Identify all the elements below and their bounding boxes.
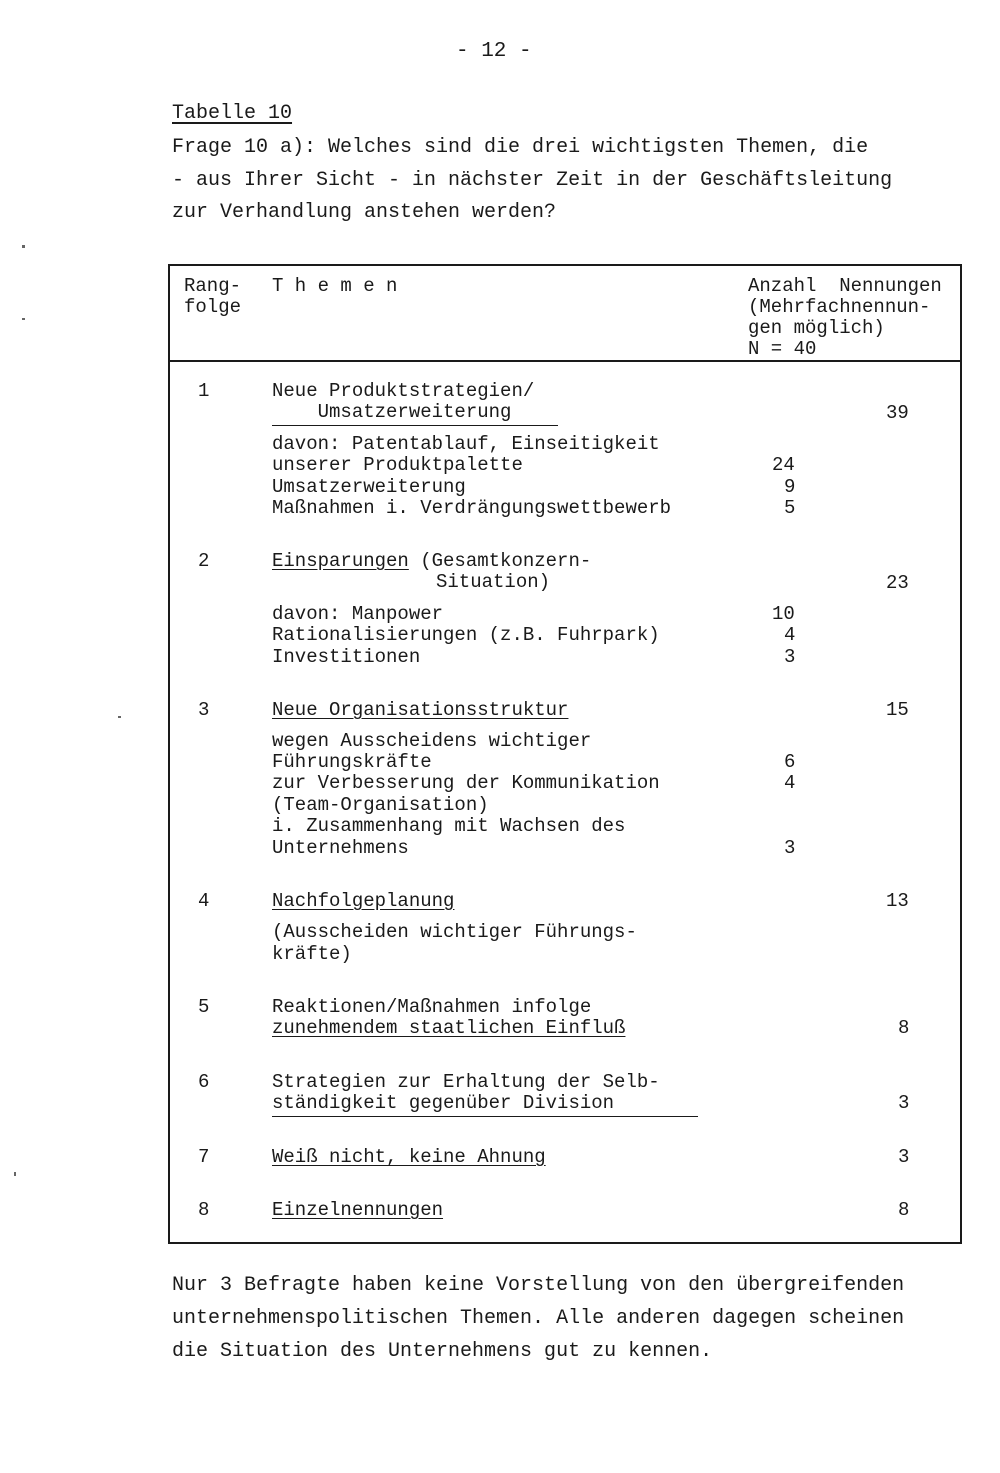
rank-cell: 3 [198,699,210,721]
scan-mark [22,318,25,320]
header-topics: T h e m e n [272,275,398,297]
header-divider [170,360,960,362]
footnote-line: Nur 3 Befragte haben keine Vorstellung von den übergreifenden [172,1274,905,1297]
detail-count: 10 [772,603,795,625]
total-count: 3 [898,1092,910,1114]
topic-title-underlined: Einsparungen [272,550,409,572]
rank-cell: 2 [198,550,210,572]
question-line: zur Verhandlung anstehen werden? [172,201,557,224]
scan-mark [14,1172,16,1176]
detail-line: (Ausscheiden wichtiger Führungs- [272,921,637,943]
question-line: Frage 10 a): Welches sind die drei wichtigsten Themen, die [172,136,869,159]
total-count: 8 [898,1017,910,1039]
footnote-line: unternehmenspolitischen Themen. Alle anderen dagegen scheinen [172,1307,905,1330]
detail-count: 9 [784,476,796,498]
detail-line: (Team-Organisation) [272,794,489,816]
detail-line: Investitionen [272,646,421,668]
topic-title [272,551,591,572]
detail-line: Umsatzerweiterung [272,476,466,498]
total-count: 13 [886,890,909,912]
header-count: (Mehrfachnennun- [748,296,931,318]
detail-count: 3 [784,837,796,859]
detail-count: 5 [784,497,796,519]
topic-title: Umsatzerweiterung [272,401,512,423]
topic-title: Einzelnennungen [272,1199,444,1221]
rank-cell: 6 [198,1071,210,1093]
detail-line: kräfte) [272,943,352,965]
header-count: N = 40 [748,338,817,360]
detail-line: davon: Manpower [272,603,444,625]
scan-mark [118,716,121,718]
detail-line: Unternehmens [272,837,409,859]
total-count: 15 [886,699,909,721]
detail-count: 24 [772,454,795,476]
detail-line: wegen Ausscheidens wichtiger [272,730,592,752]
page-number: - 12 - [456,40,532,63]
total-count: 3 [898,1146,910,1168]
total-count: 23 [886,572,909,594]
header-rank: folge [184,296,242,318]
topic-title: Situation) [436,571,551,593]
rank-cell: 5 [198,996,210,1018]
detail-count: 6 [784,751,796,773]
topic-title: Neue Organisationsstruktur [272,699,569,721]
topic-title: Reaktionen/Maßnahmen infolge [272,996,592,1018]
header-count: Anzahl Nennungen [748,275,942,297]
detail-line: Rationalisierungen (z.B. Fuhrpark) [272,624,660,646]
rank-cell: 8 [198,1199,210,1221]
rank-cell: 1 [198,380,210,402]
table-title: Tabelle 10 [172,102,293,125]
header-rank: Rang- [184,275,242,297]
topic-title: Nachfolgeplanung [272,890,455,912]
detail-count: 4 [784,624,796,646]
detail-line: i. Zusammenhang mit Wachsen des [272,815,626,837]
topic-title: zunehmendem staatlichen Einfluß [272,1017,626,1039]
footnote-line: die Situation des Unternehmens gut zu kennen. [172,1340,713,1363]
scan-mark [22,245,25,248]
title-underline [272,1116,698,1117]
header-count: gen möglich) [748,317,885,339]
total-count: 8 [898,1199,910,1221]
detail-line: Führungskräfte [272,751,432,773]
topic-title: Neue Produktstrategien/ [272,380,535,402]
detail-line: zur Verbesserung der Kommunikation [272,772,660,794]
topic-title: Strategien zur Erhaltung der Selb- [272,1071,660,1093]
total-count: 39 [886,402,909,424]
detail-line: Maßnahmen i. Verdrängungswettbewerb [272,497,672,519]
question-line: - aus Ihrer Sicht - in nächster Zeit in der Geschäftsleitung [172,169,893,192]
detail-count: 3 [784,646,796,668]
rank-cell: 7 [198,1146,210,1168]
rank-cell: 4 [198,890,210,912]
topic-title-rest: (Gesamtkonzern- [408,550,592,572]
topic-title: ständigkeit gegenüber Division [272,1092,615,1114]
detail-count: 4 [784,772,796,794]
detail-line: davon: Patentablauf, Einseitigkeit [272,433,660,455]
detail-line: unserer Produktpalette [272,454,523,476]
topic-title: Weiß nicht, keine Ahnung [272,1146,546,1168]
title-underline [272,425,558,426]
